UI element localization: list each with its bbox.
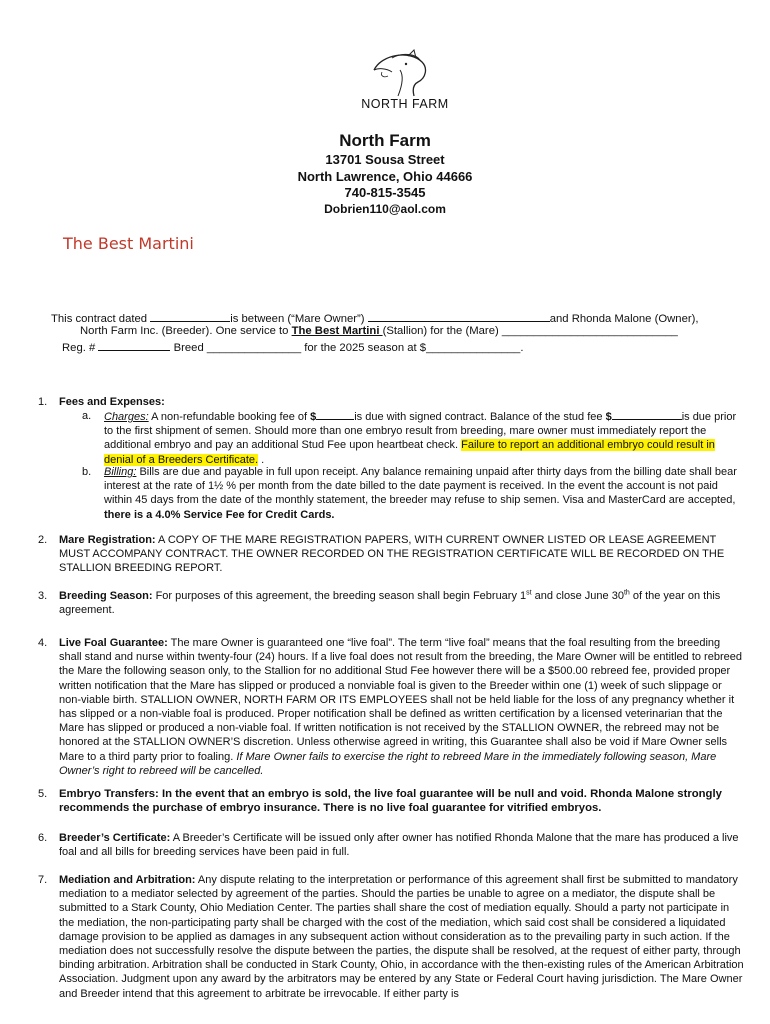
farm-city: North Lawrence, Ohio 44666 <box>297 169 473 184</box>
booking-fee-blank[interactable] <box>316 409 354 420</box>
billing-text <box>104 465 746 522</box>
section-text: For purposes of this agreement, the breeding season shall begin February 1 <box>152 590 527 602</box>
intro-text: _______________. <box>426 342 524 354</box>
farm-name: North Farm <box>339 131 431 150</box>
section-number: 3. <box>38 590 48 602</box>
embryo-warning-highlight: Failure to report an additional embryo could result in denial of a Breeders Certificate. <box>104 439 715 466</box>
reg-blank[interactable] <box>98 340 170 351</box>
intro-line-1 <box>51 311 699 325</box>
intro-line-2 <box>80 325 678 337</box>
service-fee-note: there is a 4.0% Service Fee for Credit Cards. <box>104 508 335 521</box>
section-title: Breeding Season: <box>59 590 153 602</box>
stud-fee-blank[interactable] <box>612 409 682 420</box>
date-blank[interactable] <box>150 311 230 322</box>
mare-owner-blank[interactable] <box>368 311 550 322</box>
section-number: 2. <box>38 534 48 546</box>
intro-text: is between (“Mare Owner”) <box>230 313 368 325</box>
section-text: In the event that an embryo is sold, the live foal guarantee will be null and void. Rhonda Malone strongly recommends the purchase of embryo insurance. There is no live foal guarantee for vitrified embryos. <box>59 788 722 815</box>
intro-line-3 <box>62 340 523 354</box>
horse-head-icon <box>352 48 458 98</box>
intro-text: and Rhonda Malone (Owner), <box>549 313 699 325</box>
billing-label: Billing: <box>104 466 137 478</box>
farm-phone: 740-815-3545 <box>344 185 426 200</box>
farm-email: Dobrien110@aol.com <box>324 202 446 216</box>
section-text: A Breeder’s Certificate will be issued only after owner has notified Rhonda Malone that the mare has produced a live foal and all bills for breeding services have been paid in full. <box>59 832 739 859</box>
section-number: 6. <box>38 832 48 844</box>
section-title: Breeder’s Certificate: <box>59 832 171 844</box>
section-text: The mare Owner is guaranteed one “live foal”. The term “live foal” means that the foal resulting from the breeding shall stand and nurse within twenty-four (24) hours. If a live foal does not result from the breeding, the Mare Owner will be entitled to rebreed the Mare the following season only, to the Stallion for no additional Stud Fee however there will be a $500.00 rebreed fee, provided proper written notification that the Mare has slipped or produced a nonviable foal is given to the Breeder within one (1) week of such slippage or non-viable birth. STALLION OWNER, NORTH FARM OR ITS EMPLOYEES shall not be held liable for the loss of any pregnancy whether it has slipped or a non-viable foal is produced. Proper notification shall be defined as written certification by a licensed veterinarian that the Mare has slipped or produced a non-viable foal. If written notification is not received by the STALLION OWNER, the rebreed may not be honored at the STALLION OWNER’S discretion. Unless otherwise agreed in writing, this Guarantee shall also be void if Mare Owner sells Mare to a third party prior to foaling. <box>59 637 742 763</box>
section-number: 7. <box>38 874 48 886</box>
intro-text: North Farm Inc. (Breeder). One service to <box>80 325 292 337</box>
section-title: Mare Registration: <box>59 534 156 546</box>
section-number: 5. <box>38 788 48 800</box>
subsection-letter: a. <box>82 410 92 422</box>
intro-text: (Stallion) for the (Mare) ____________________________ <box>382 325 678 337</box>
charges-text-part: . <box>258 453 265 466</box>
intro-text: Breed _______________ for the 2025 season at $ <box>170 342 427 354</box>
charges-label: Charges: <box>104 411 149 423</box>
stallion-name: The Best Martini <box>291 325 383 337</box>
charges-text-part: A non-refundable booking fee of <box>148 411 311 423</box>
subsection-letter: b. <box>82 466 92 478</box>
section-text: of the year on this agreement. <box>59 590 721 617</box>
dollar-sign: $ <box>605 411 612 423</box>
intro-text: Reg. # <box>62 342 99 354</box>
section-title: Embryo Transfers: <box>59 788 159 800</box>
farm-logo <box>352 48 458 114</box>
intro-text: This contract dated <box>51 313 151 325</box>
logo-text: NORTH FARM <box>361 97 449 111</box>
section-italic-text: If Mare Owner fails to exercise the right to rebreed Mare in the immediately following season, Mare Owner’s right to rebreed will be cancelled. <box>59 750 717 777</box>
section-number: 1. <box>38 396 48 408</box>
section-number: 4. <box>38 637 48 649</box>
charges-text <box>104 409 746 467</box>
section-title: Live Foal Guarantee: <box>59 637 168 649</box>
section-text: and close June 30 <box>531 590 624 602</box>
ordinal-suffix: th <box>623 589 630 597</box>
section-title: Fees and Expenses: <box>59 396 165 408</box>
stallion-title: The Best Martini <box>63 234 194 253</box>
charges-text-part: is due prior to the first shipment of semen. Should more than one embryo result from breeding, mare owner must immediately report the additional embryo and pay an additional Stud Fee upon heartbeat check. <box>104 411 737 452</box>
section-title: Mediation and Arbitration: <box>59 874 196 886</box>
ordinal-suffix: st <box>526 589 532 597</box>
billing-text-part: Bills are due and payable in full upon receipt. Any balance remaining unpaid after thirty days from the billing date shall bear interest at the rate of 1½ % per month from the date billed to the date payment is received. In the event the account is not paid within 45 days from the date of the monthly statement, the breeder may refuse to ship semen. Visa and MasterCard are accepted, <box>104 466 737 507</box>
farm-street: 13701 Sousa Street <box>325 152 445 167</box>
charges-text-part: is due with signed contract. Balance of the stud fee <box>354 411 606 423</box>
section-text: Any dispute relating to the interpretation or performance of this agreement shall first be submitted to mandatory mediation to a mediator selected by agreement of the parties. Should the parties be unable to agree on a mediator, the dispute shall be submitted to a Stark County, Ohio Mediation Center. The parties shall share the cost of mediation equally. Should a party not participate in the mediation, the non-participating party shall be charged with the cost of the mediation, which said cost shall be considered a liquidated damage provision to be applied as damages in any subsequent action without consideration as to the prevailing party in such action. If the mediation does not successfully resolve the dispute between the parties, the dispute shall be resolved, at the request of either party, through binding arbitration. Arbitration shall be conducted in Stark County, Ohio, in accordance with the then-existing rules of the American Arbitration Association. Judgment upon any award by the arbitrators may be entered by any State or Federal Court having jurisdiction. The Mare Owner and Breeder intend that this agreement to arbitrate be irrevocable. If either party is <box>59 874 744 1000</box>
section-text: A COPY OF THE MARE REGISTRATION PAPERS, WITH CURRENT OWNER LISTED OR LEASE AGREEMENT MUST ACCOMPANY CONTRACT. THE OWNER RECORDED ON THE REGISTRATION CERTIFICATE WILL BE RECORDED ON THE STALLION BREEDING REPORT. <box>59 534 725 575</box>
dollar-sign: $ <box>310 411 317 423</box>
